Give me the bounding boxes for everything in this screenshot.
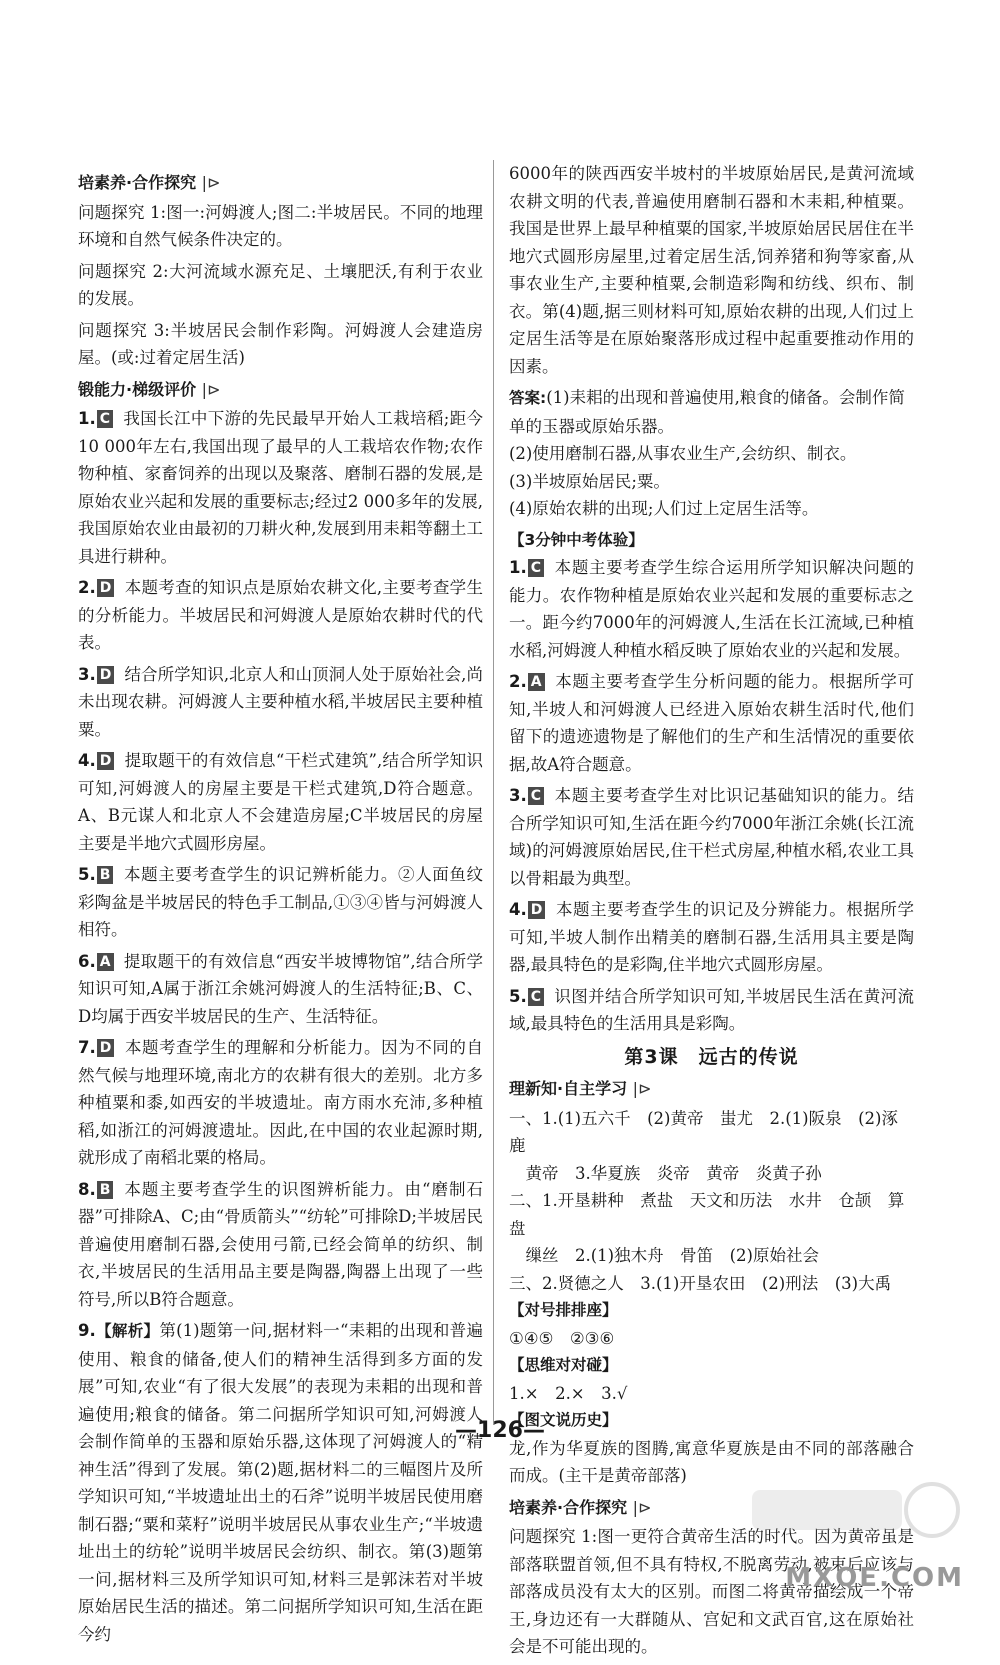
answer-badge: D xyxy=(97,752,115,770)
answer-item-9 xyxy=(78,1317,483,1648)
answer-item xyxy=(509,983,914,1038)
item-text: 我国长江中下游的先民最早开始人工栽培稻;距今10 000年左右,我国出现了最早的人工栽培农作物;农作物种植、家畜饲养的出现以及聚落、磨制石器的发展,是原始农业兴起和发展的重要标志;经过2 000多年的发展,我国原始农业由最初的刀耕火种,发展到用耒耜等翻土工具进行耕种。 xyxy=(78,409,483,566)
section-title: 锻能力·梯级评价 xyxy=(78,379,197,399)
item-text: 提取题干的有效信息“干栏式建筑”,结合所学知识可知,河姆渡人的房屋主要是干栏式建筑,D符合题意。A、B元谋人和北京人不会建造房屋;C半坡居民的房屋主要是半地穴式圆形房屋。 xyxy=(78,751,483,853)
answer-item xyxy=(78,1034,483,1172)
section-title: 培素养·合作探究 xyxy=(78,173,197,192)
item-number: 7. xyxy=(78,1038,96,1057)
lesson-title: 第3课 远古的传说 xyxy=(624,1045,799,1068)
item-text: 本题主要考查学生综合运用所学知识解决问题的能力。农作物种植是原始农业兴起和发展的重要标志之一。距今约7000年的河姆渡人,生活在长江流域,已种植水稻,河姆渡人种植水稻反映了原始农业的兴起和发展。 xyxy=(509,558,914,660)
page-number: —126— xyxy=(455,1418,545,1443)
column-divider xyxy=(493,160,494,1425)
inquiry-3: 问题探究 3:半坡居民会制作彩陶。河姆渡人会建造房屋。(或:过着定居生活) xyxy=(78,320,483,367)
answer-badge: D xyxy=(97,1039,115,1057)
item-text: 本题主要考查学生分析问题的能力。根据所学可知,半坡人和河姆渡人已经进入原始农耕生活时代,他们留下的遗迹遗物是了解他们的生产和生活情况的重要依据,故A符合题意。 xyxy=(509,672,914,774)
block-heading: 【对号排排座】 xyxy=(509,1301,618,1319)
item-text: 本题考查学生的理解和分析能力。因为不同的自然气候与地理环境,南北方的农耕有很大的差别。北方多种植粟和黍,如西安的半坡遗址。南方雨水充沛,多种植稻,如浙江的河姆渡遗址。因此,在中国的农业起源时期,就形成了南稻北粟的格局。 xyxy=(78,1038,483,1167)
answer-item xyxy=(78,747,483,857)
inquiry-2: 问题探究 2:大河流域水源充足、土壤肥沃,有利于农业的发展。 xyxy=(78,261,483,308)
item-number: 2. xyxy=(78,578,96,597)
answer-item xyxy=(78,405,483,570)
inquiry-1: 问题探究 1:图一:河姆渡人;图二:半坡居民。不同的地理环境和自然气候条件决定的。 xyxy=(78,202,483,249)
study-line: 一、1.(1)五六千 (2)黄帝 蚩尤 2.(1)阪泉 (2)涿鹿 xyxy=(509,1108,898,1155)
exam-heading: 【3分钟中考体验】 xyxy=(509,530,644,549)
item-number: 8. xyxy=(78,1179,96,1199)
answer-badge: D xyxy=(528,901,546,919)
answer-badge: C xyxy=(97,410,113,428)
study-line: 二、1.开垦耕种 煮盐 天文和历法 水井 仓颉 算盘 xyxy=(509,1191,905,1238)
item-text: 本题主要考查学生的识记辨析能力。②人面鱼纹彩陶盆是半坡居民的特色手工制品,①③④皆与河姆渡人相符。 xyxy=(78,865,483,939)
block-text: 龙,作为华夏族的图腾,寓意华夏族是由不同的部落融合而成。(主干是黄帝部落) xyxy=(509,1438,914,1485)
answer-line: (3)半坡原始居民;粟。 xyxy=(509,471,670,491)
answer-line: (1)耒耜的出现和普遍使用,粮食的储备。会制作简单的玉器或原始乐器。 xyxy=(509,388,905,436)
answer-item xyxy=(78,1176,483,1314)
section-arrow: |⊳ xyxy=(201,173,221,192)
answer-badge: C xyxy=(528,988,544,1006)
block-text: ①④⑤ ②③⑥ xyxy=(509,1328,615,1348)
inquiry-1: 问题探究 1:图一更符合黄帝生活的时代。因为黄帝虽是部落联盟首领,但不具有特权,不脱离劳动,被束后应该与部落成员没有太大的区别。而图二将黄帝描绘成一个帝王,身边还有一大群随从、宫妃和文武百官,这在原始社会是不可能出现的。 xyxy=(509,1527,914,1656)
block-heading: 【图文说历史】 xyxy=(509,1411,618,1429)
item-number: 1. xyxy=(509,558,527,577)
analysis-tag: 【解析】 xyxy=(95,1322,160,1340)
item-text: 第(1)题第一问,据材料一“耒耜的出现和普遍使用、粮食的储备,使人们的精神生活得到多方面的发展”可知,农业“有了很大发展”的表现为耒耜的出现和普遍使用;粮食的储备。第二问据所学知识可知,河姆渡人会制作简单的玉器和原始乐器,这体现了河姆渡人的“精神生活”得到了发展。第(2)题,据材料二的三幅图片及所学知识可知,“半坡遗址出土的石斧”说明半坡居民使用磨制石器;“粟和菜籽”说明半坡居民从事农业生产;“半坡遗址出土的纺轮”说明半坡居民会纺织、制衣。第(3)题第一问,据材料三及所学知识可知,材料三是郭沫若对半坡原始居民生活的描述。第二问据所学知识可知,生活在距今约 xyxy=(78,1321,483,1644)
section-title: 培素养·合作探究 xyxy=(509,1497,628,1517)
continued-text: 6000年的陕西西安半坡村的半坡原始居民,是黄河流域农耕文明的代表,普遍使用磨制石器和木耒耜,种植粟。我国是世界上最早种植粟的国家,半坡原始居民居住在半地穴式圆形房屋里,过着定居生活,饲养猪和狗等家畜,从事农业生产,主要种植粟,会制造彩陶和纺线、织布、制衣。第(4)题,据三则材料可知,原始农耕的出现,人们过上定居生活等是在原始聚落形成过程中起重要推动作用的因素。 xyxy=(509,164,914,376)
item-text: 结合所学知识,北京人和山顶洞人处于原始社会,尚未出现农耕。河姆渡人主要种植水稻,半坡居民主要种植粟。 xyxy=(78,664,483,739)
answer-item xyxy=(509,554,914,664)
answer-item xyxy=(78,861,483,944)
answer-label: 答案: xyxy=(509,389,547,407)
item-number: 1. xyxy=(78,409,96,428)
answer-item xyxy=(509,668,914,778)
item-number: 3. xyxy=(78,664,96,684)
answer-line: (2)使用磨制石器,从事农业生产,会纺织、制衣。 xyxy=(509,444,857,463)
section-title: 理新知·自主学习 xyxy=(509,1079,628,1098)
section-arrow: |⊳ xyxy=(201,379,221,399)
answer-badge: A xyxy=(528,673,545,691)
section-heading xyxy=(78,376,483,404)
section-heading xyxy=(509,1075,914,1103)
item-text: 本题主要考查学生的识记及分辨能力。根据所学可知,半坡人制作出精美的磨制石器,生活用具主要是陶器,最具特色的是彩陶,住半地穴式圆形房屋。 xyxy=(509,900,914,974)
answer-item xyxy=(78,948,483,1031)
answer-badge: C xyxy=(528,787,544,805)
study-line: 黄帝 3.华夏族 炎帝 黄帝 炎黄子孙 xyxy=(509,1163,822,1183)
answer-badge: B xyxy=(97,866,114,884)
item-text: 本题考查的知识点是原始农耕文化,主要考查学生的分析能力。半坡居民和河姆渡人是原始农耕时代的代表。 xyxy=(78,578,483,652)
item-number: 6. xyxy=(78,951,96,971)
item-number: 3. xyxy=(509,786,527,805)
answer-block xyxy=(509,384,914,440)
answer-item xyxy=(509,896,914,979)
answer-item xyxy=(78,574,483,657)
block-text: 1.× 2.× 3.√ xyxy=(509,1383,628,1403)
study-line: 缫丝 2.(1)独木舟 骨笛 (2)原始社会 xyxy=(509,1246,819,1265)
watermark-logo-icon xyxy=(742,1480,972,1560)
item-number: 4. xyxy=(509,900,527,919)
block-heading: 【思维对对碰】 xyxy=(509,1356,618,1374)
study-line: 三、2.贤德之人 3.(1)开垦农田 (2)刑法 (3)大禹 xyxy=(509,1273,892,1293)
item-text: 本题主要考查学生对比识记基础知识的能力。结合所学知识可知,生活在距今约7000年浙江余姚(长江流域)的河姆渡原始居民,住干栏式房屋,种植水稻,农业工具以骨耜最为典型。 xyxy=(509,786,914,888)
item-number: 5. xyxy=(509,986,527,1006)
answer-badge: B xyxy=(97,1181,114,1199)
section-arrow: |⊳ xyxy=(632,1079,652,1098)
section-heading xyxy=(78,169,483,197)
section-arrow: |⊳ xyxy=(632,1497,652,1517)
answer-badge: A xyxy=(97,953,114,971)
item-number: 2. xyxy=(509,672,527,691)
item-text: 提取题干的有效信息“西安半坡博物馆”,结合所学知识可知,A属于浙江余姚河姆渡人的生活特征;B、C、D均属于西安半坡居民的生产、生活特征。 xyxy=(78,951,483,1026)
item-number: 9. xyxy=(78,1321,96,1340)
answer-badge: C xyxy=(528,559,544,577)
answer-line: (4)原始农耕的出现;人们过上定居生活等。 xyxy=(509,499,819,518)
item-text: 本题主要考查学生的识图辨析能力。由“磨制石器”可排除A、C;由“骨质箭头”“纺轮”可排除D;半坡居民普遍使用磨制石器,会使用弓箭,已经会简单的纺织、制衣,半坡居民的生活用品主要是陶器,陶器上出现了一些符号,所以B符合题意。 xyxy=(78,1179,483,1309)
answer-item xyxy=(509,782,914,892)
watermark-text: MXQE.COM xyxy=(785,1562,964,1593)
item-number: 4. xyxy=(78,751,96,770)
answer-badge: D xyxy=(97,579,115,597)
item-number: 5. xyxy=(78,865,96,884)
item-text: 识图并结合所学知识可知,半坡居民生活在黄河流域,最具特色的生活用具是彩陶。 xyxy=(509,986,914,1033)
answer-item xyxy=(78,661,483,744)
answer-badge: D xyxy=(97,666,115,684)
